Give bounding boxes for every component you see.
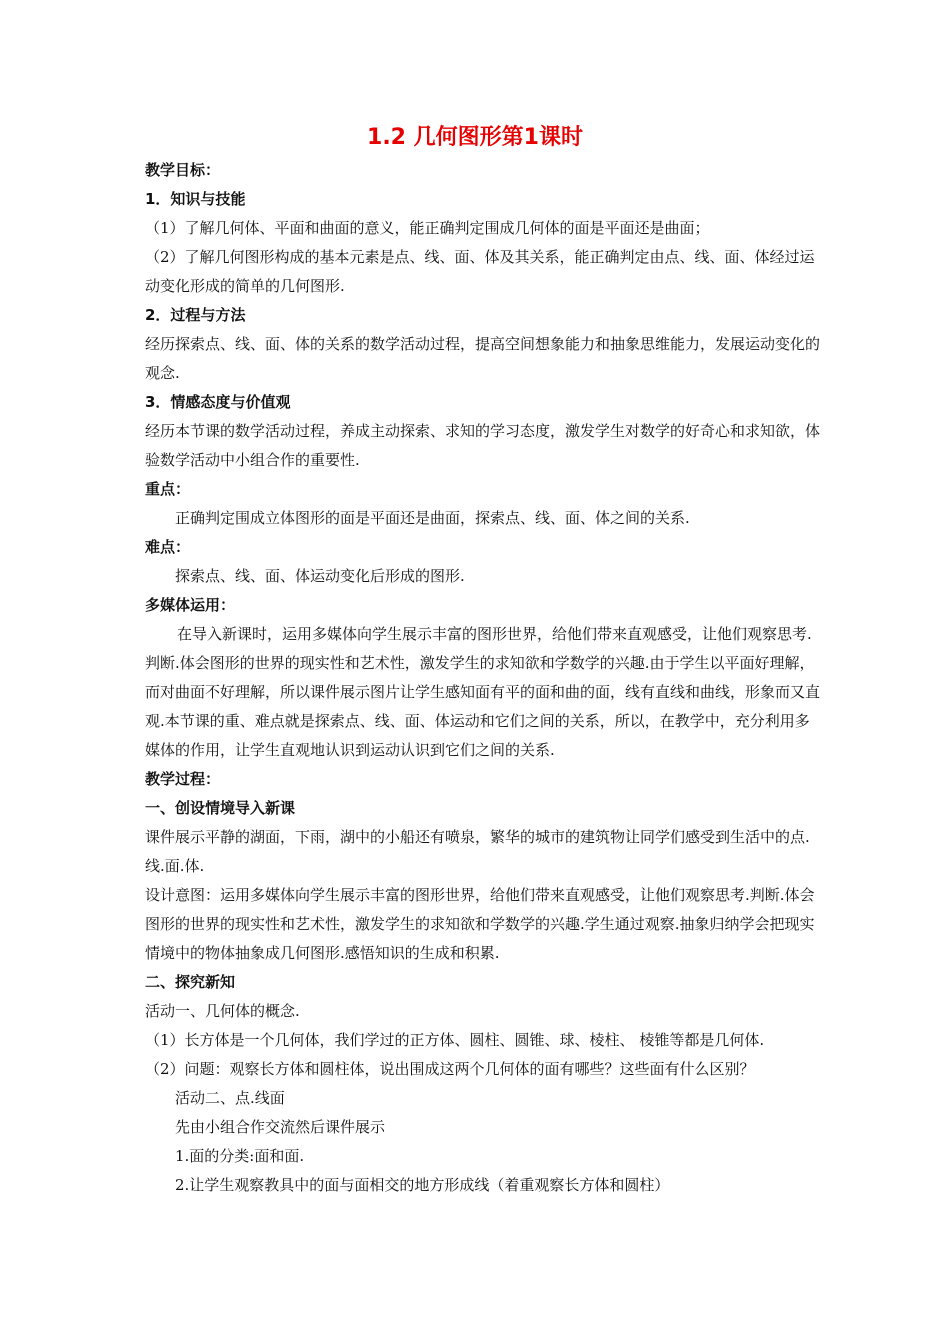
- activity-1-item-1: （1）长方体是一个几何体，我们学过的正方体、圆柱、圆锥、球、棱柱、 棱锥等都是几何体.: [145, 1031, 765, 1049]
- process-part-1-text-2: 设计意图：运用多媒体向学生展示丰富的图形世界，给他们带来直观感受，让他们观察思考.判断.体会图形的世界的现实性和艺术性，激发学生的求知欲和学数学的兴趣.学生通过观察.抽象归纳学会把现实情境中的物体抽象成几何图形.感悟知识的生成和积累.: [145, 886, 815, 962]
- goals-section-1-item-1: （1）了解几何体、平面和曲面的意义，能正确判定围成几何体的面是平面还是曲面；: [145, 219, 710, 237]
- document-body: [145, 156, 820, 1200]
- difficulty-heading: 难点：: [145, 538, 191, 556]
- activity-1-title: 活动一、几何体的概念.: [145, 1002, 300, 1020]
- process-part-1-heading: 一、创设情境导入新课: [145, 799, 296, 817]
- activity-2-text-3: 2.让学生观察教具中的面与面相交的地方形成线（着重观察长方体和圆柱）: [175, 1176, 670, 1194]
- process-heading: 教学过程：: [145, 770, 221, 788]
- activity-1-item-2: （2）问题：观察长方体和圆柱体，说出围成这两个几何体的面有哪些？这些面有什么区别？: [145, 1060, 755, 1078]
- goals-section-1-heading: 1．知识与技能: [145, 190, 246, 208]
- activity-2-text-1: 先由小组合作交流然后课件展示: [175, 1118, 386, 1136]
- activity-2-text-2: 1.面的分类:面和面.: [175, 1147, 305, 1165]
- media-heading: 多媒体运用：: [145, 596, 236, 614]
- goals-section-3-heading: 3．情感态度与价值观: [145, 393, 291, 411]
- process-part-1-text-1: 课件展示平静的湖面，下雨，湖中的小船还有喷泉，繁华的城市的建筑物让同学们感受到生活中的点.线.面.体.: [145, 828, 810, 875]
- media-text: 在导入新课时，运用多媒体向学生展示丰富的图形世界，给他们带来直观感受，让他们观察思考.判断.体会图形的世界的现实性和艺术性，激发学生的求知欲和学数学的兴趣.由于学生以平面好理解，而对曲面不好理解，所以课件展示图片让学生感知面有平的面和曲的面，线有直线和曲线，形象而又直观.本节课的重、难点就是探索点、线、面、体运动和它们之间的关系，所以，在教学中，充分利用多媒体的作用，让学生直观地认识到运动认识到它们之间的关系.: [145, 625, 821, 759]
- goals-section-2-text: 经历探索点、线、面、体的关系的数学活动过程，提高空间想象能力和抽象思维能力，发展运动变化的观念.: [145, 335, 821, 382]
- key-point-heading: 重点：: [145, 480, 191, 498]
- goals-section-1-item-2: （2）了解几何图形构成的基本元素是点、线、面、体及其关系，能正确判定由点、线、面、体经过运动变化形成的简单的几何图形.: [145, 248, 815, 295]
- activity-2-title: 活动二、点.线面: [175, 1089, 285, 1107]
- document-title: 1.2 几何图形第1课时: [367, 125, 583, 150]
- key-point-text: 正确判定围成立体图形的面是平面还是曲面，探索点、线、面、体之间的关系.: [175, 509, 690, 527]
- difficulty-text: 探索点、线、面、体运动变化后形成的图形.: [175, 567, 465, 585]
- goals-section-2-heading: 2．过程与方法: [145, 306, 246, 324]
- goals-heading: 教学目标：: [145, 161, 221, 179]
- goals-section-3-text: 经历本节课的数学活动过程，养成主动探索、求知的学习态度，激发学生对数学的好奇心和求知欲，体验数学活动中小组合作的重要性.: [145, 422, 821, 469]
- process-part-2-heading: 二、探究新知: [145, 973, 236, 991]
